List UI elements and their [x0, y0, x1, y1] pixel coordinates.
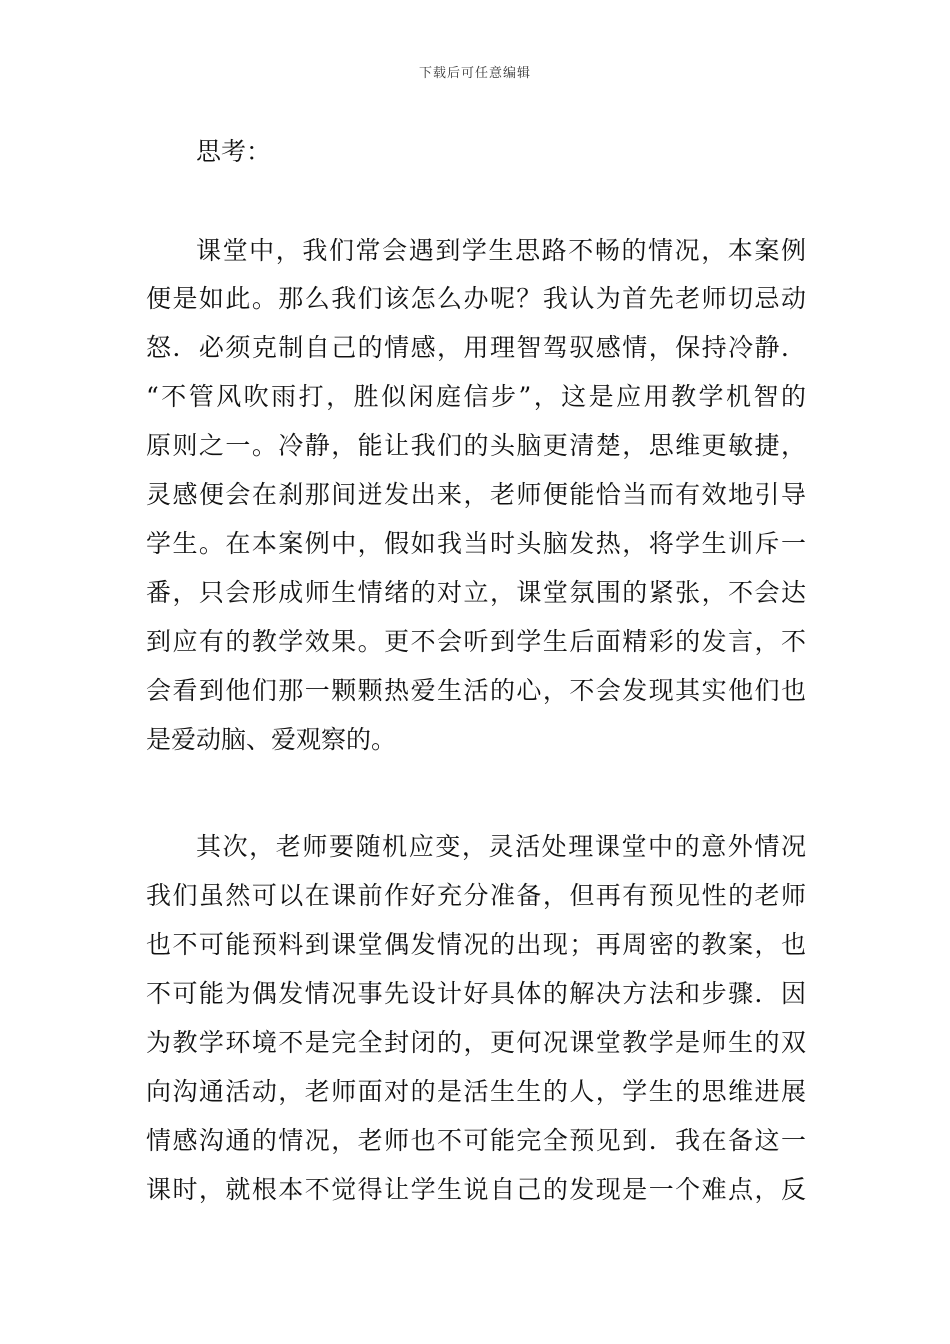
paragraph-1-line-2: 便是如此。那么我们该怎么办呢？我认为首先老师切忌动: [146, 284, 806, 313]
paragraph-1-line-10: 会看到他们那一颗颗热爱生活的心，不会发现其实他们也: [146, 676, 806, 705]
paragraph-1-line-9: 到应有的教学效果。更不会听到学生后面精彩的发言，不: [146, 627, 806, 656]
paragraph-1-line-3: 怒．必须克制自己的情感，用理智驾驭感情，保持冷静．: [146, 333, 806, 362]
paragraph-1-line-8: 番，只会形成师生情绪的对立，课堂氛围的紧张，不会达: [146, 578, 806, 607]
paragraph-2-line-3: 也不可能预料到课堂偶发情况的出现；再周密的教案，也: [146, 930, 806, 959]
paragraph-2-line-1: 其次，老师要随机应变，灵活处理课堂中的意外情况: [196, 832, 806, 861]
paragraph-1-line-5: 原则之一。冷静，能让我们的头脑更清楚，思维更敏捷，: [146, 431, 806, 460]
paragraph-1-line-4: “不管风吹雨打，胜似闲庭信步”，这是应用教学机智的: [146, 382, 806, 411]
paragraph-2-line-4: 不可能为偶发情况事先设计好具体的解决方法和步骤．因: [146, 979, 806, 1008]
paragraph-1-line-11: 是爱动脑、爱观察的。: [146, 725, 397, 754]
paragraph-2-line-7: 情感沟通的情况，老师也不可能完全预见到．我在备这一: [146, 1126, 806, 1155]
paragraph-2-line-6: 向沟通活动，老师面对的是活生生的人，学生的思维进展: [146, 1077, 806, 1106]
paragraph-2-line-5: 为教学环境不是完全封闭的，更何况课堂教学是师生的双: [146, 1028, 806, 1057]
section-heading: 思考：: [196, 137, 272, 166]
paragraph-1-line-6: 灵感便会在刹那间迸发出来，老师便能恰当而有效地引导: [146, 480, 806, 509]
paragraph-1-line-1: 课堂中，我们常会遇到学生思路不畅的情况，本案例: [196, 236, 806, 265]
page-header: 下载后可任意编辑: [418, 66, 531, 81]
paragraph-2-line-8: 课时，就根本不觉得让学生说自己的发现是一个难点，反: [146, 1175, 806, 1204]
paragraph-1-line-7: 学生。在本案例中，假如我当时头脑发热，将学生训斥一: [146, 529, 806, 558]
paragraph-2-line-2: 我们虽然可以在课前作好充分准备，但再有预见性的老师: [146, 881, 806, 910]
